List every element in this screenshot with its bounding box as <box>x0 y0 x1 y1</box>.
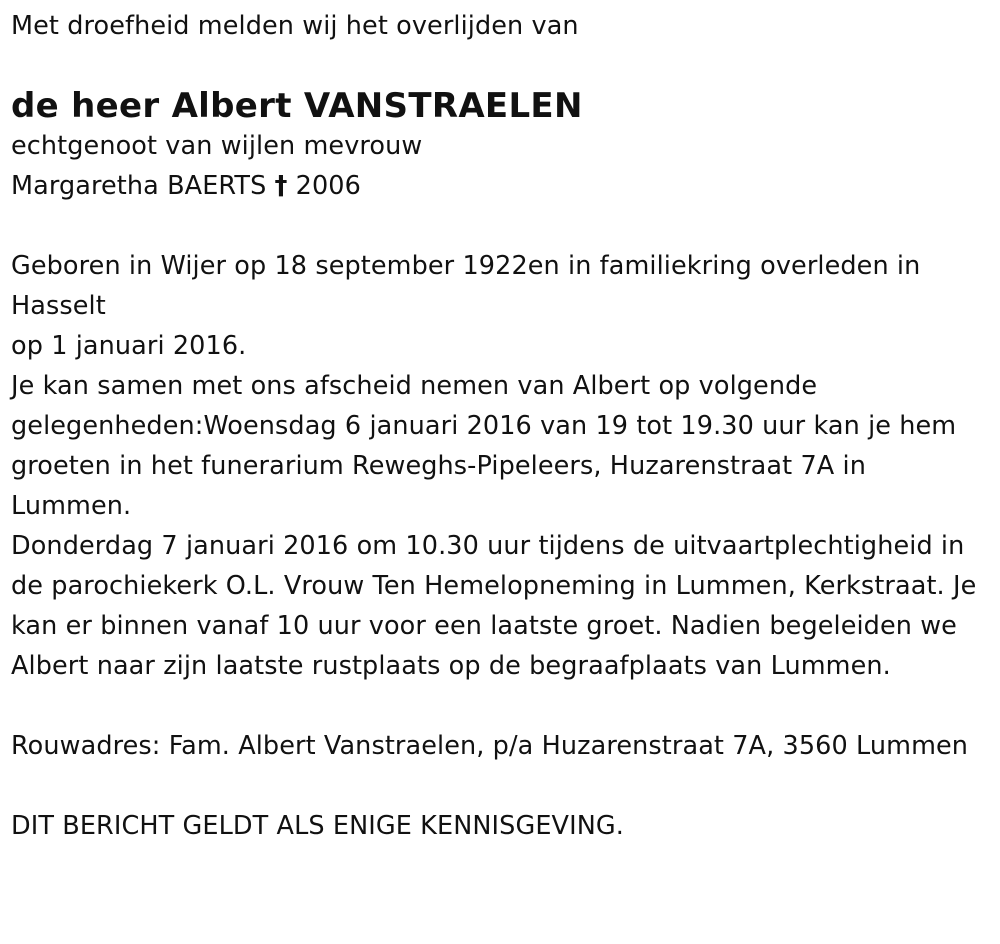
cross-icon: † <box>274 171 288 201</box>
spouse-year: 2006 <box>295 171 361 201</box>
spouse-name-line <box>11 166 986 206</box>
spouse-line: echtgenoot van wijlen mevrouw <box>11 131 423 161</box>
spouse-name: Margaretha BAERTS <box>11 171 267 201</box>
mourning-address: Rouwadres: Fam. Albert Vanstraelen, p/a Huzarenstraat 7A, 3560 Lummen <box>11 731 969 761</box>
obituary-notice <box>11 6 986 846</box>
closing-statement: DIT BERICHT GELDT ALS ENIGE KENNISGEVING. <box>11 811 624 841</box>
funeral-paragraph: Donderdag 7 januari 2016 om 10.30 uur tijdens de uitvaartplechtigheid in de parochiekerk O.L. Vrouw Ten Hemelopneming in Lummen, Kerkstraat. Je kan er binnen vanaf 10 uur voor een laatste groet. Nadien begeleiden we Albert naar zijn laatste rustplaats op de begraafplaats van Lummen. <box>11 531 977 681</box>
birth-line-1: Geboren in Wijer op 18 september 1922en in familiekring overleden in <box>11 251 921 281</box>
intro-text: Met droefheid melden wij het overlijden van <box>11 11 579 41</box>
birth-line-2: Hasselt <box>11 291 106 321</box>
farewell-paragraph: Je kan samen met ons afscheid nemen van Albert op volgende gelegenheden:Woensdag 6 januari 2016 van 19 tot 19.30 uur kan je hem groeten in het funerarium Reweghs-Pipeleers, Huzarenstraat 7A in Lummen. <box>11 371 957 521</box>
deceased-name: de heer Albert VANSTRAELEN <box>11 86 583 126</box>
birth-line-3: op 1 januari 2016. <box>11 331 247 361</box>
